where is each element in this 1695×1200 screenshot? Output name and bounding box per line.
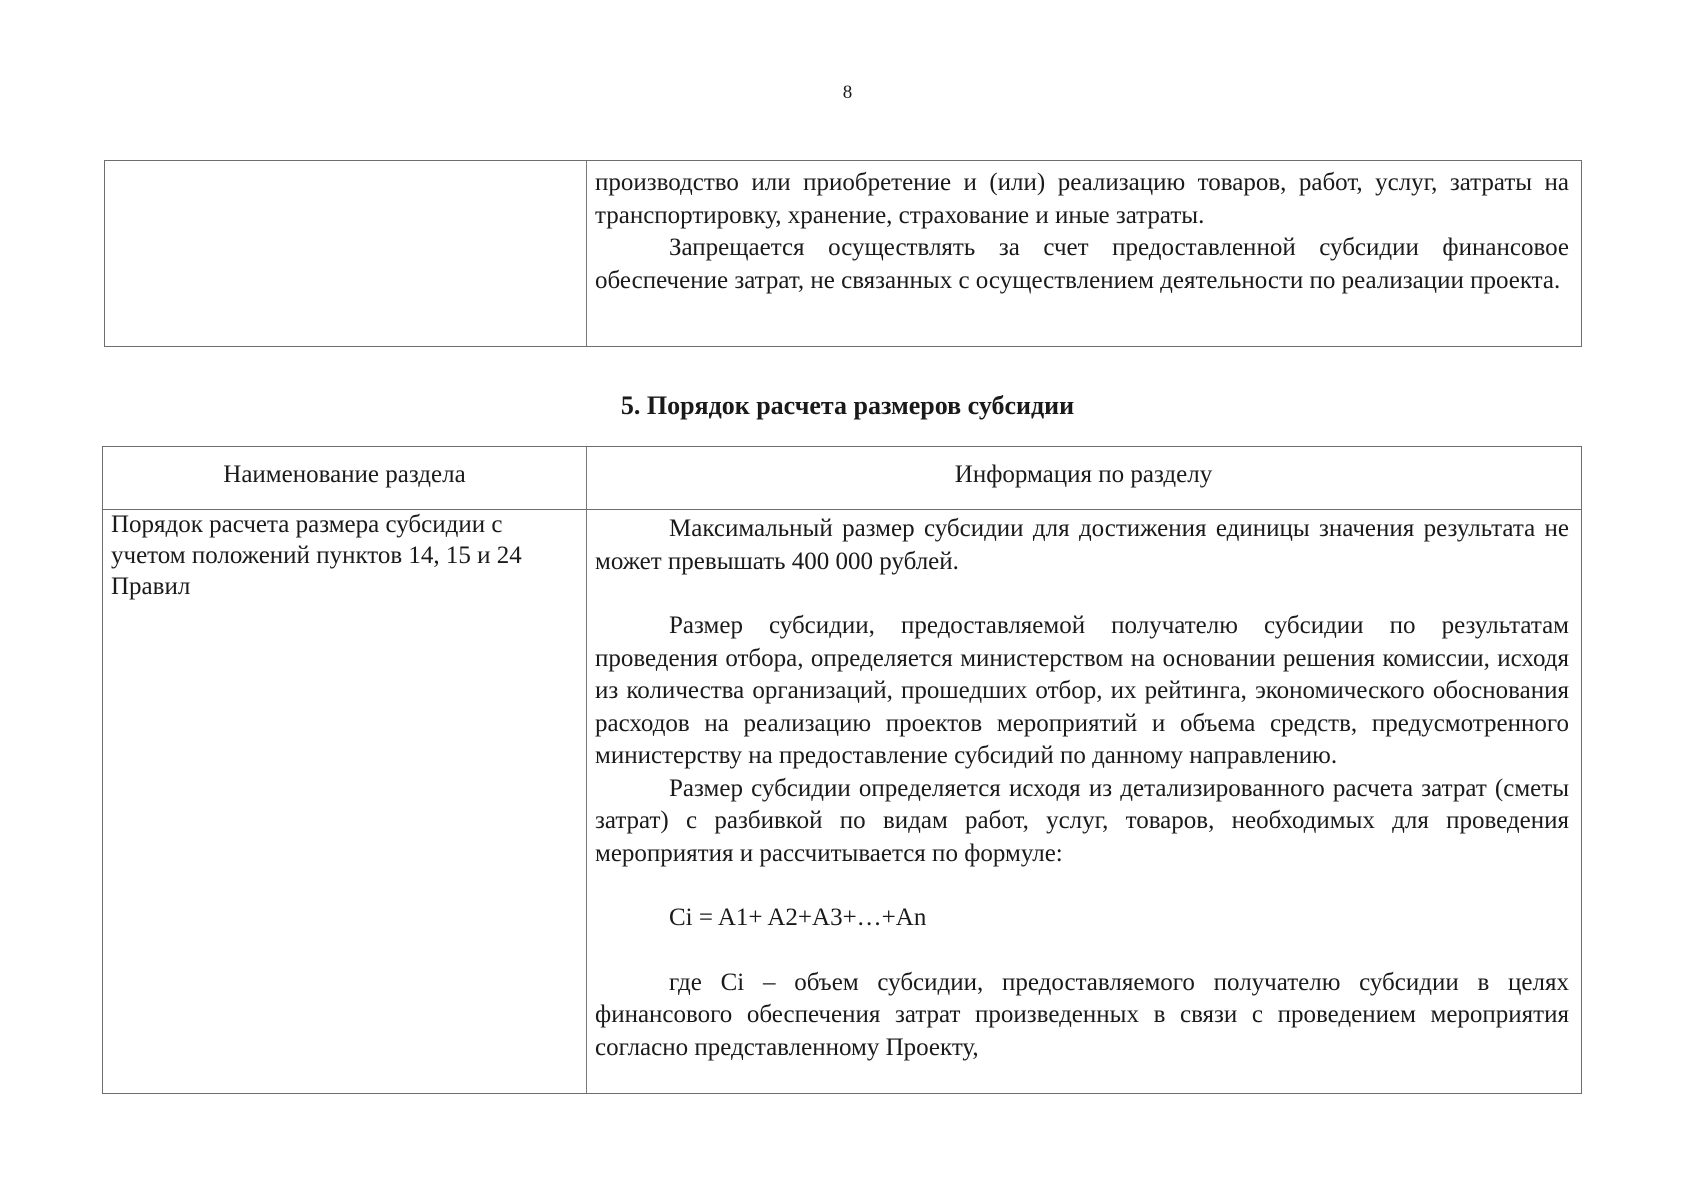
formula: Ci = A1+ A2+A3+…+An <box>669 904 927 931</box>
table-header-row <box>103 447 1581 510</box>
column-divider <box>586 161 587 346</box>
continuation-right-cell <box>595 167 1569 297</box>
row-left-cell: Порядок расчета размера субсидии с учетом положений пунктов 14, 15 и 24 Правил <box>111 511 522 600</box>
section-heading: 5. Порядок расчета размеров субсидии <box>620 391 1075 420</box>
info-paragraph: Размер субсидии, предоставляемой получателю субсидии по результатам проведения отбора, определяется министерством на основании решения комиссии, исходя из количества организаций, прошедших отбор, их рейтинга, экономического обоснования расходов на реализацию проектов мероприятий и объема средств, предусмотренного министерству на предоставление субсидий по данному направлению. <box>595 612 1569 769</box>
header-cell-section-name: Наименование раздела <box>223 461 466 488</box>
info-paragraph: Максимальный размер субсидии для достижения единицы значения результата не может превышать 400 000 рублей. <box>595 515 1569 575</box>
info-paragraph: Размер субсидии определяется исходя из детализированного расчета затрат (сметы затрат) с разбивкой по видам работ, услуг, товаров, необходимых для проведения мероприятия и рассчитывается по формуле: <box>595 774 1569 867</box>
subsidy-calculation-table <box>102 446 1582 1094</box>
continuation-paragraph: производство или приобретение и (или) реализацию товаров, работ, услуг, затраты на транспортировку, хранение, страхование и иные затраты. <box>595 169 1569 229</box>
continuation-table <box>104 160 1582 347</box>
page-number: 8 <box>842 82 853 103</box>
header-cell-section-info: Информация по разделу <box>954 461 1213 488</box>
row-right-cell <box>595 513 1569 1064</box>
column-divider <box>586 447 587 1093</box>
info-paragraph: где Ci – объем субсидии, предоставляемого получателю субсидии в целях финансового обеспечения затрат произведенных в связи с проведением мероприятия согласно представленному Проекту, <box>595 968 1569 1061</box>
continuation-paragraph: Запрещается осуществлять за счет предоставленной субсидии финансовое обеспечение затрат, не связанных с осуществлением деятельности по реализации проекта. <box>595 234 1569 294</box>
